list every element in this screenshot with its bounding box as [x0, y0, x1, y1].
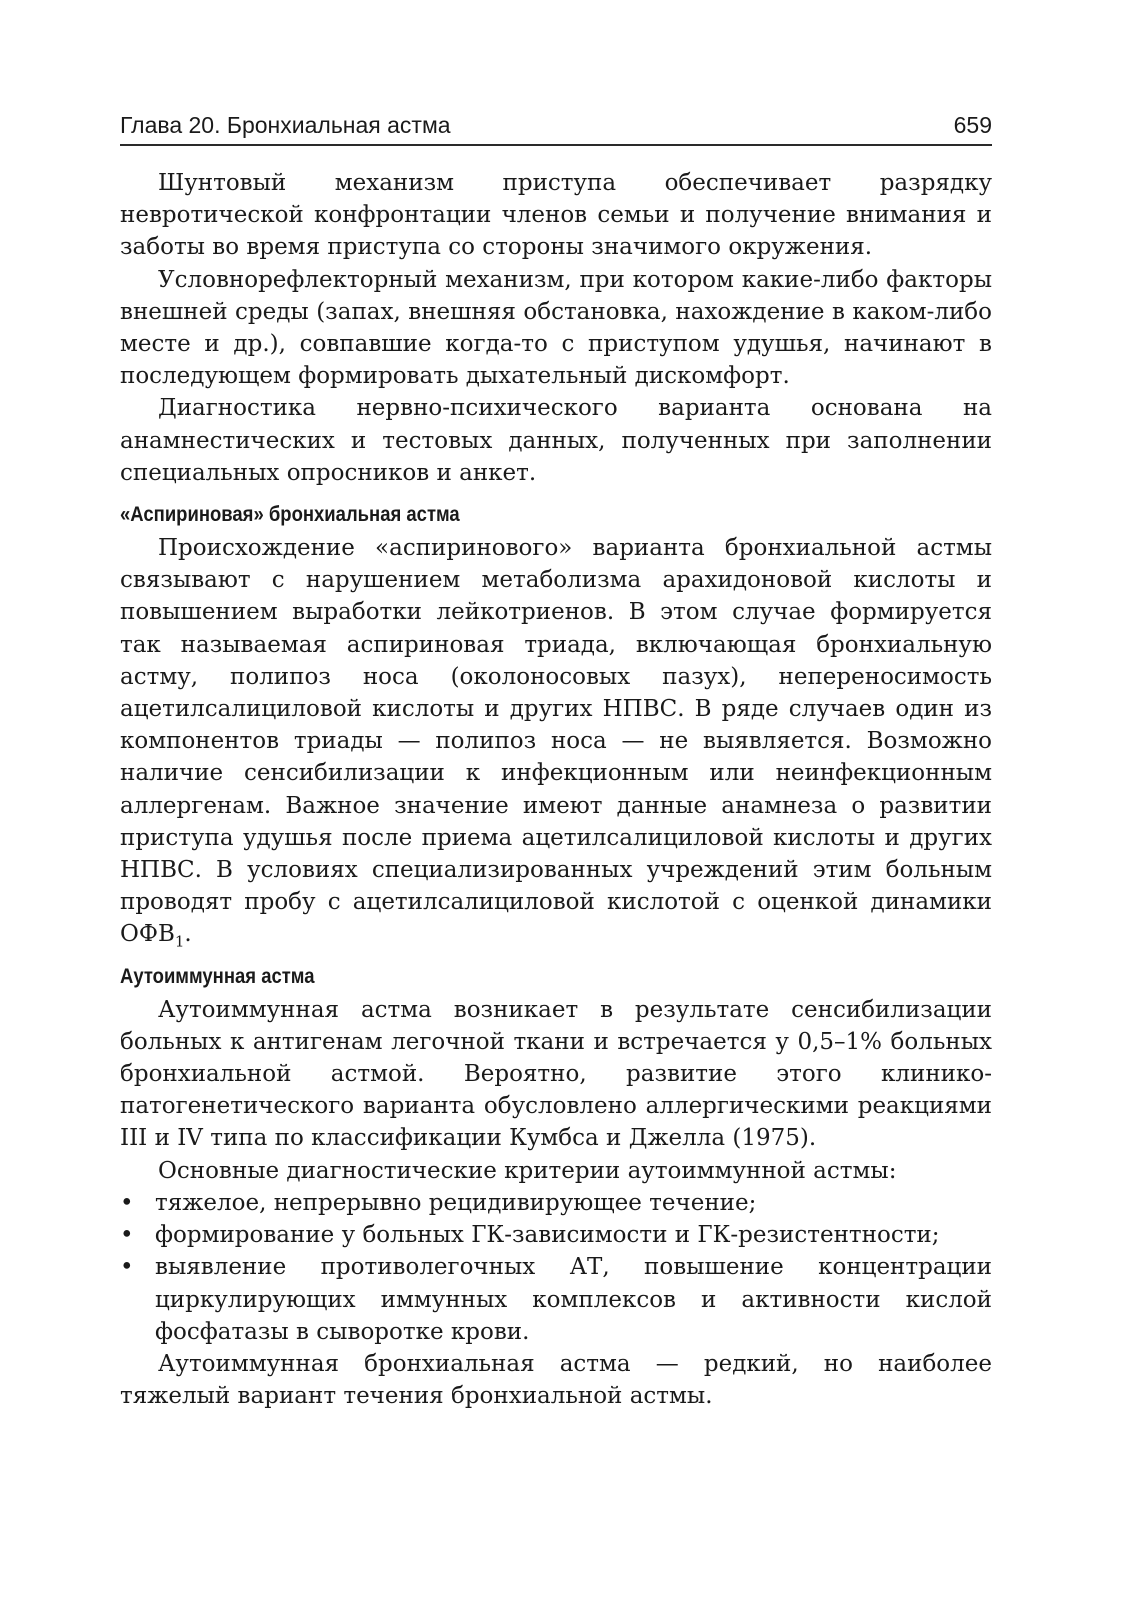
heading-aspirin-asthma: «Аспириновая» бронхиальная астма [120, 503, 460, 527]
list-item: • тяжелое, непрерывно рецидивирующее течение; [120, 1187, 992, 1219]
list-item: • формирование у больных ГК-зависимости и ГК-резистентности; [120, 1219, 992, 1251]
criteria-intro: Основные диагностические критерии аутоиммунной астмы: [158, 1157, 897, 1184]
aspirin-text-ending: . [184, 921, 192, 948]
running-head [120, 110, 992, 146]
paragraph-conclusion: Аутоиммунная бронхиальная астма — редкий, но наиболее тяжелый вариант течения бронхиальной астмы. [120, 1350, 992, 1410]
list-item: • выявление противолегочных АТ, повышение концентрации циркулирующих иммунных комплексов и активности кислой фосфатазы в сыворотке крови. [120, 1251, 992, 1348]
paragraph-diagnostics: Диагностика нервно-психического варианта основана на анамнестических и тестовых данных, полученных при заполнении специальных опросников и анкет. [120, 395, 992, 486]
chapter-title: Глава 20. Бронхиальная астма [120, 112, 451, 138]
page-body [120, 167, 992, 1412]
fev-subscript: 1 [174, 933, 185, 952]
paragraph-conditioned-reflex: Условнорефлекторный механизм, при котором какие-либо факторы внешней среды (запах, внешняя обстановка, нахождение в каком-либо месте и др.), совпавшие когда-то с приступом удушья, начинают в последующем формировать дыхательный дискомфорт. [120, 266, 992, 390]
paragraph-aspirin-asthma [120, 532, 992, 951]
criteria-list [120, 1187, 992, 1348]
heading-autoimmune-asthma: Аутоиммунная астма [120, 964, 315, 988]
page-number: 659 [953, 112, 992, 138]
aspirin-text: Происхождение «аспиринового» варианта бронхиальной астмы связывают с нарушением метаболизма арахидоновой кислоты и повышением выработки лейкотриенов. В этом случае формируется так называемая аспириновая триада, включающая бронхиальную астму, полипоз носа (околоносовых пазух), непереносимость ацетилсалициловой кислоты и других НПВС. В ряде случаев один из компонентов триады — полипоз носа — не выявляется. Возможно наличие сенсибилизации к инфекционным или неинфекционным аллергенам. Важное значение имеют данные анамнеза о развитии приступа удушья после приема ацетилсалициловой кислоты и других НПВС. В условиях специализированных учреждений этим больным проводят пробу с ацетилсалициловой кислотой с оценкой динамики ОФВ [120, 535, 992, 948]
paragraph-autoimmune-asthma: Аутоиммунная астма возникает в результате сенсибилизации больных к антигенам легочной ткани и встречается у 0,5–1% больных бронхиальной астмой. Вероятно, развитие этого клинико-патогенетического варианта обусловлено аллергическими реакциями III и IV типа по классификации Кумбса и Джелла (1975). [120, 996, 992, 1152]
paragraph-shunt-mechanism: Шунтовый механизм приступа обеспечивает разрядку невротической конфронтации членов семьи и получение внимания и заботы во время приступа со стороны значимого окружения. [120, 170, 992, 261]
